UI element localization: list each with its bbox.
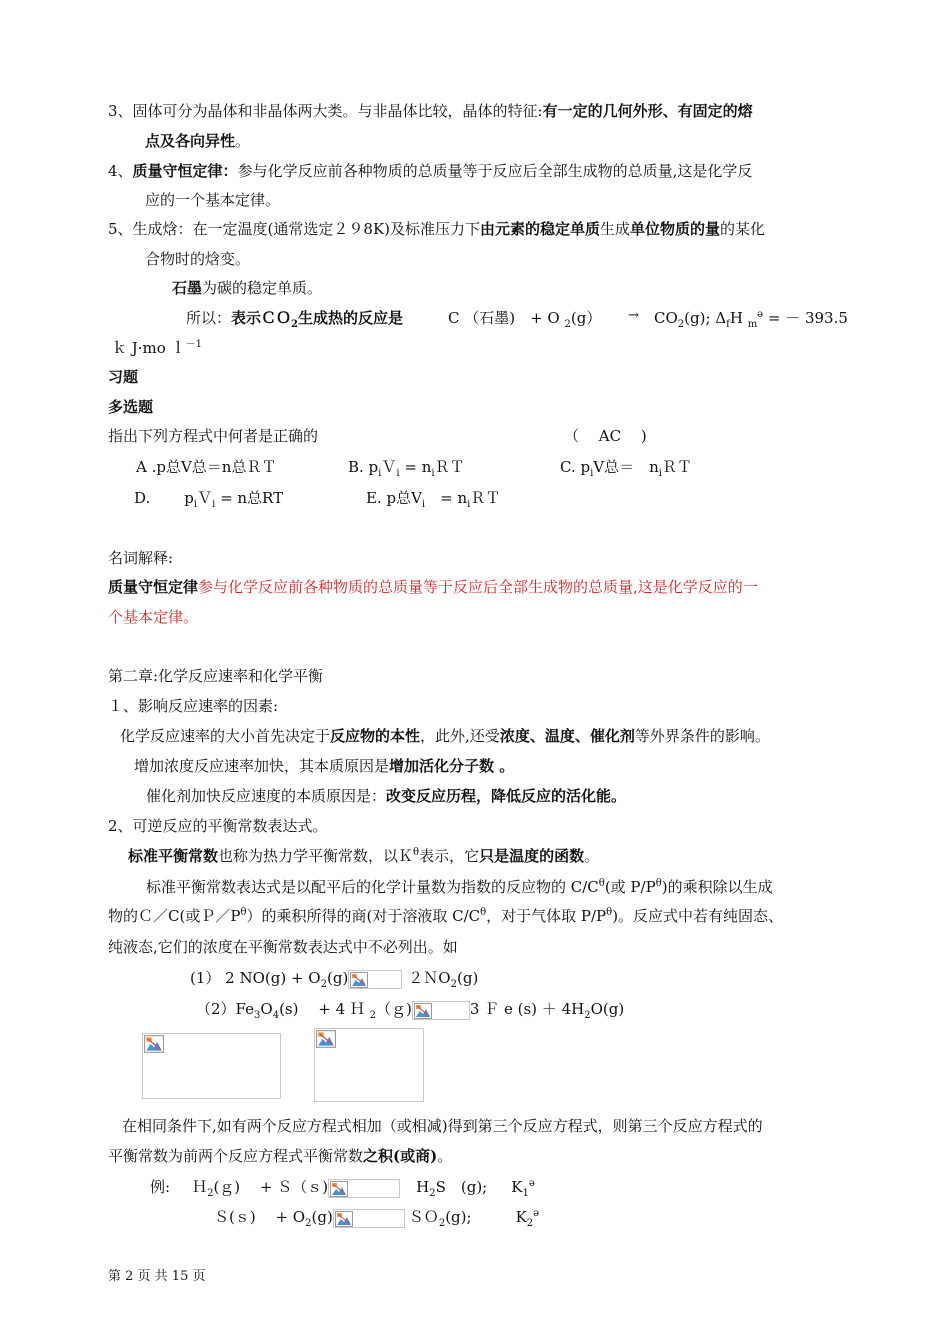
text: 3、固体可分为晶体和非晶体两大类。与非晶体比较，晶体的特征: [108, 102, 543, 120]
exercise-title: 习题 [108, 368, 139, 386]
text: (g); Δ [684, 309, 727, 327]
para-4-line-1 [108, 161, 752, 181]
broken-image-icon [328, 1179, 400, 1198]
section-2-line-2: 标准平衡常数表达式是以配平后的化学计量数为指数的反应物的 $C/C^\theta$(或 $P/P^\theta$)的乘积除以生成 [146, 878, 773, 896]
text: 4、 [108, 162, 133, 180]
bold-term: 质量守恒定律 [108, 578, 199, 596]
text: CO [654, 309, 678, 327]
text: C （石墨) + O [448, 309, 565, 327]
option-d: D. $p_iV_i = n$总RT [134, 489, 284, 510]
para-5-line-5 [112, 338, 202, 358]
subscript: 2 [564, 319, 571, 330]
superscript: ə [757, 309, 764, 320]
glossary-line-2: 个基本定律。 [108, 608, 199, 626]
text: 参与化学反应前各种物质的总质量等于反应后全部生成物的总质量,这是化学反 [237, 162, 753, 180]
bold-text: 点及各向异性 [145, 132, 236, 150]
text: 的某化 [720, 220, 766, 238]
example-1: 例: Ｈ$_2$(ｇ) + Ｓ（ｓ) $H_2S$ (g); $K_1^ə$ [150, 1178, 535, 1199]
bold-text: 生成热的反应是 [298, 309, 404, 327]
bold-text: 有一定的几何外形、有固定的熔 [542, 102, 753, 120]
bold-text: 石墨 [172, 279, 203, 297]
text: 所以： [186, 309, 232, 327]
para-3-line-2 [145, 131, 250, 151]
section-1-title: １、影响反应速率的因素: [108, 697, 279, 715]
section-1-line-3: 催化剂加快反应速度的本质原因是：改变反应历程，降低反应的活化能。 [146, 787, 627, 805]
chapter-title: 第二章:化学反应速率和化学平衡 [108, 667, 324, 685]
equation-1: (1） 2 $NO(g) + O_2(g)$ ２ＮO$_2$(g) [190, 969, 479, 990]
text: 应的一个基本定律。 [145, 191, 281, 209]
subscript: 2 [677, 319, 685, 330]
para-3-line-1 [108, 101, 753, 121]
broken-image-icon [412, 1001, 470, 1020]
para-5-line-2 [145, 249, 250, 269]
subscript: f [726, 319, 730, 330]
bold-text: 由元素的稳定单质 [480, 220, 601, 238]
text: 。 [235, 132, 251, 150]
subscript: m [747, 319, 758, 330]
section-2-line-1: 标准平衡常数也称为热力学平衡常数，以Ｋ$^\theta$表示，它只是温度的函数。 [128, 847, 600, 865]
para-5-line-1 [108, 219, 765, 239]
option-a: A .p总V总＝n总ＲＴ [136, 458, 277, 476]
section-2-line-3: 物的Ｃ／C(或$P/P^\theta$）的乘积所得的商(对于溶液取 $C/C^\theta$，对于气体取 $P/P^\theta$)。反应式中若有纯固态、 [108, 907, 784, 925]
text: 5、生成焓：在一定温度(通常选定２９8K)及标准压力下 [108, 220, 480, 238]
exercise-answer: （ AC ) [564, 427, 647, 445]
option-b: B. $p_iV_i$ = $n_iRT$ [348, 458, 465, 479]
bold-term: 质量守恒定律： [132, 162, 238, 180]
text: (g） [570, 309, 602, 327]
section-2-line-4: 纯液态,它们的浓度在平衡常数表达式中不必列出。如 [108, 938, 458, 956]
formula-enthalpy [654, 308, 848, 328]
exercise-question: 指出下列方程式中何者是正确的 [108, 427, 319, 445]
example-2: Ｓ(ｓ) + $O_2(g)$ ＳＯ$_2$(g); $K_2^ə$ [214, 1208, 540, 1229]
superscript: －1 [185, 339, 202, 350]
broken-image-icon [348, 970, 402, 989]
text: ｋ J·mo ｌ [112, 339, 186, 357]
text: = － 393.5 [763, 309, 848, 327]
broken-image-icon [314, 1028, 424, 1102]
section-1-line-2: 增加浓度反应速率加快，其本质原因是增加活化分子数 。 [134, 757, 515, 775]
option-e: E. p总$V_i$ = $n_iRT$ [366, 489, 501, 510]
arrow-icon: → [628, 308, 639, 323]
section-1-line-1: 化学反应速率的大小首先决定于反应物的本性，此外,还受浓度、温度、催化剂等外界条件的影响。 [120, 727, 770, 745]
bold-text: 单位物质的量 [630, 220, 721, 238]
exercise-subtitle: 多选题 [108, 398, 154, 416]
para-4-line-2 [145, 190, 280, 210]
text: 合物时的焓变。 [145, 250, 251, 268]
para-5-line-3 [172, 278, 322, 298]
glossary-line-1 [108, 577, 758, 597]
para-5-line-4 [186, 308, 403, 328]
glossary-title: 名词解释: [108, 549, 174, 567]
broken-image-icon [142, 1033, 281, 1099]
text: 为碳的稳定单质。 [202, 279, 323, 297]
section-3-line-2: 平衡常数为前两个反应方程式平衡常数之积(或商)。 [108, 1147, 453, 1165]
red-text: 参与化学反应前各种物质的总质量等于反应后全部生成物的总质量,这是化学反应的一 [198, 578, 758, 596]
option-c: C. $p_iV$总＝ $n_iRT$ [560, 458, 693, 479]
text: 生成 [600, 220, 631, 238]
section-3-line-1: 在相同条件下,如有两个反应方程式相加（或相减)得到第三个反应方程式，则第三个反应方程式的 [122, 1117, 763, 1135]
section-2-title: 2、可逆反应的平衡常数表达式。 [108, 817, 328, 835]
broken-image-icon [333, 1209, 405, 1228]
subscript: 2 [291, 319, 298, 330]
text: H [729, 309, 748, 327]
bold-text: 表示ＣＯ [231, 309, 292, 327]
formula-co2 [448, 308, 601, 328]
equation-2: $(2)Fe_3O_4(s)$ + 4 Ｈ $_2$（ｇ) 3 Ｆ e $(s) + 4H_2O(g)$ [196, 1000, 625, 1021]
page-footer: 第 2 页 共 15 页 [108, 1269, 206, 1284]
